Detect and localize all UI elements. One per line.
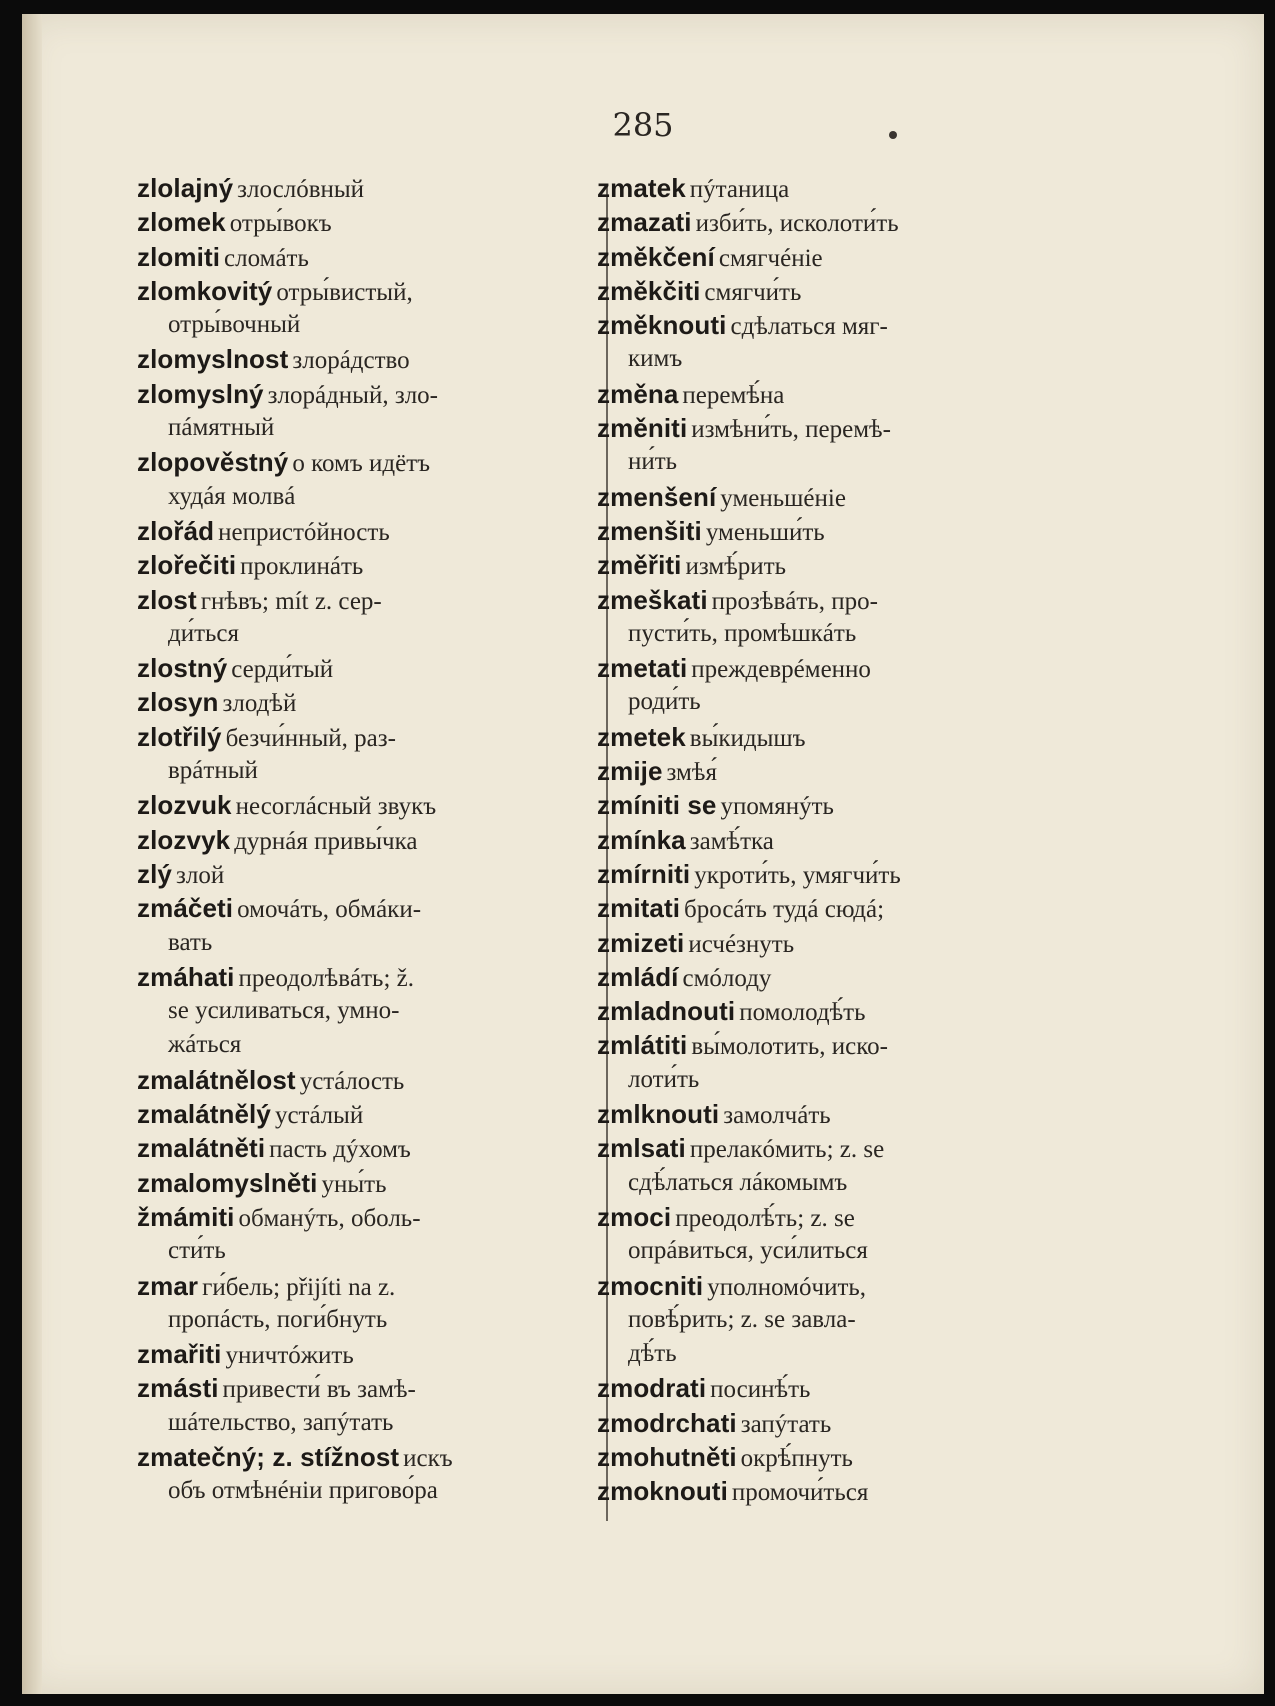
headword: zmalátnělý — [137, 1099, 271, 1130]
page-spine-edge — [22, 14, 42, 1694]
translation-text: серди́тый — [231, 656, 334, 684]
headword: zmitati — [597, 893, 681, 924]
headword: zmírniti — [597, 858, 691, 889]
entry-first-line — [137, 445, 567, 479]
entry-first-line — [137, 514, 567, 548]
dictionary-entry — [597, 1440, 1027, 1474]
translation-text: врáтный — [168, 757, 258, 785]
headword: zmásti — [137, 1373, 219, 1404]
entry-continuation-line — [597, 445, 1027, 479]
entry-first-line — [597, 514, 1027, 548]
dictionary-entry — [597, 411, 1027, 480]
entry-first-line — [137, 274, 567, 308]
entry-first-line — [597, 1131, 1027, 1165]
dictionary-entry — [597, 480, 1027, 514]
translation-text: кимъ — [628, 345, 683, 373]
headword: zlotřilý — [137, 721, 222, 752]
entry-first-line — [137, 342, 567, 376]
headword: zlozvyk — [137, 824, 231, 855]
headword: zlomkovitý — [137, 275, 273, 306]
dictionary-entry — [137, 685, 567, 719]
dictionary-entry — [137, 720, 567, 789]
entry-first-line — [597, 960, 1027, 994]
translation-text: промочи́ться — [731, 1479, 869, 1507]
headword: zmalátnělost — [137, 1064, 296, 1095]
entry-first-line — [597, 308, 1027, 342]
headword: zmetek — [597, 721, 686, 752]
translation-text: измѣ́рить — [685, 553, 787, 581]
entry-first-line — [597, 1097, 1027, 1131]
left-column — [137, 171, 567, 1509]
dictionary-entry — [597, 857, 1027, 891]
entry-first-line — [137, 548, 567, 582]
translation-text: устáлый — [274, 1102, 364, 1130]
headword: zmodrchati — [597, 1407, 737, 1438]
dictionary-entry — [137, 240, 567, 274]
entry-first-line — [137, 1131, 567, 1165]
dictionary-entry — [137, 857, 567, 891]
headword: žmámiti — [137, 1201, 235, 1232]
entry-first-line — [597, 994, 1027, 1028]
entry-first-line — [137, 685, 567, 719]
translation-text: омочáть, обмáки- — [237, 896, 422, 924]
translation-text: преодолѣ́ть; z. se — [675, 1204, 855, 1232]
translation-text: se усиливаться, умно- — [168, 997, 400, 1025]
dictionary-entry — [597, 1474, 1027, 1508]
dictionary-entry — [597, 171, 1027, 205]
translation-text: ни́ть — [628, 448, 678, 476]
translation-text: смягчи́ть — [704, 278, 802, 306]
entry-first-line — [137, 171, 567, 205]
entry-first-line — [137, 1166, 567, 1200]
entry-continuation-line — [597, 617, 1027, 651]
headword: zmazati — [597, 207, 692, 238]
translation-text: лоти́ть — [628, 1065, 700, 1093]
page-number: 285 — [612, 106, 674, 144]
entry-first-line — [597, 754, 1027, 788]
entry-first-line — [597, 411, 1027, 445]
entry-first-line — [597, 891, 1027, 925]
headword: zmatečný; z. stížnost — [137, 1441, 400, 1472]
headword: zlořečiti — [137, 550, 237, 581]
translation-text: дурнáя привы́чка — [234, 827, 418, 855]
entry-first-line — [137, 891, 567, 925]
translation-text: упомянýть — [720, 793, 834, 821]
headword: zlý — [137, 858, 172, 889]
headword: změřiti — [597, 550, 682, 581]
entry-first-line — [597, 205, 1027, 239]
entry-continuation-line — [597, 342, 1027, 376]
dictionary-entry — [137, 823, 567, 857]
translation-text: пýтаница — [689, 176, 790, 203]
dictionary-entry — [597, 823, 1027, 857]
headword: zmatek — [597, 173, 686, 203]
translation-text: сдѣлаться мяг- — [730, 313, 888, 341]
headword: zmenšení — [597, 481, 717, 512]
translation-text: отры́вистый, — [276, 278, 413, 306]
dictionary-entry — [597, 274, 1027, 308]
entry-first-line — [137, 1269, 567, 1303]
dictionary-entry — [597, 583, 1027, 652]
entry-first-line — [597, 1371, 1027, 1405]
dictionary-entry — [137, 445, 567, 514]
entry-continuation-line — [137, 1474, 567, 1508]
entry-first-line — [137, 1371, 567, 1405]
translation-text: безчи́нный, раз- — [225, 724, 396, 752]
headword: zmlsati — [597, 1133, 686, 1164]
entry-first-line — [597, 480, 1027, 514]
headword: zmařiti — [137, 1339, 222, 1370]
translation-text: пасть дýхомъ — [269, 1136, 411, 1164]
dictionary-entry — [597, 754, 1027, 788]
dictionary-entry — [137, 1337, 567, 1371]
translation-text: уполномóчить, — [707, 1273, 867, 1301]
translation-text: пропáсть, поги́бнуть — [168, 1305, 388, 1333]
headword: zlomek — [137, 207, 226, 238]
translation-text: измѣни́ть, перемѣ- — [691, 416, 891, 444]
headword: změniti — [597, 413, 688, 444]
dictionary-entry — [597, 1371, 1027, 1405]
dictionary-entry — [137, 788, 567, 822]
entry-first-line — [597, 720, 1027, 754]
translation-text: дѣ́ть — [628, 1340, 677, 1368]
translation-text: вы́молотить, иско- — [691, 1033, 888, 1061]
dictionary-entry — [137, 1269, 567, 1338]
entry-continuation-line — [137, 308, 567, 342]
translation-text: устáлость — [299, 1067, 405, 1095]
translation-text: несоглáсный звукъ — [235, 793, 437, 821]
dictionary-entry — [137, 960, 567, 1063]
dictionary-entry — [137, 514, 567, 548]
headword: zlost — [137, 584, 197, 615]
entry-first-line — [597, 548, 1027, 582]
entry-continuation-line — [137, 1028, 567, 1062]
entry-first-line — [137, 788, 567, 822]
translation-text: отры́вочный — [168, 311, 301, 339]
dictionary-entry — [597, 651, 1027, 720]
dictionary-entry — [597, 1406, 1027, 1440]
entry-continuation-line — [597, 1063, 1027, 1097]
translation-text: роди́ть — [628, 688, 701, 716]
translation-text: гнѣвъ; mít z. сер- — [200, 587, 382, 615]
headword: zmar — [137, 1270, 199, 1301]
dictionary-entry — [597, 548, 1027, 582]
headword: zlořád — [137, 515, 215, 546]
entry-first-line — [597, 583, 1027, 617]
entry-continuation-line — [597, 1234, 1027, 1268]
headword: zmalomyslněti — [137, 1167, 318, 1198]
entry-first-line — [137, 1200, 567, 1234]
entry-first-line — [597, 823, 1027, 857]
translation-text: бросáть тудá сюдá; — [684, 896, 885, 924]
headword: zmoci — [597, 1201, 672, 1232]
dictionary-entry — [597, 720, 1027, 754]
translation-text: змѣя́ — [666, 759, 717, 787]
translation-text: пусти́ть, промѣшкáть — [628, 619, 857, 647]
entry-first-line — [597, 1474, 1027, 1508]
dictionary-entry — [137, 651, 567, 685]
translation-text: жáться — [168, 1031, 242, 1059]
dictionary-entry — [597, 891, 1027, 925]
headword: zlostný — [137, 653, 228, 684]
entry-first-line — [137, 960, 567, 994]
dictionary-entry — [137, 1440, 567, 1509]
entry-continuation-line — [137, 1234, 567, 1268]
entry-first-line — [597, 1440, 1027, 1474]
translation-text: уменьши́ть — [705, 518, 825, 546]
headword: zmlátiti — [597, 1030, 688, 1061]
entry-continuation-line — [137, 994, 567, 1028]
translation-text: привести́ въ замѣ- — [222, 1376, 416, 1404]
headword: zmládí — [597, 961, 679, 992]
translation-text: худáя молвá — [168, 482, 296, 510]
dictionary-entry — [597, 1200, 1027, 1269]
translation-text: преодолѣвáть; ž. — [238, 964, 414, 992]
translation-text: перемѣ́на — [682, 381, 785, 409]
translation-text: вать — [168, 928, 213, 956]
dictionary-entry — [597, 240, 1027, 274]
translation-text: прелакóмить; z. se — [689, 1136, 885, 1164]
dictionary-entry — [597, 926, 1027, 960]
dictionary-entry — [597, 994, 1027, 1028]
dictionary-entry — [597, 960, 1027, 994]
entry-first-line — [137, 1337, 567, 1371]
print-dot-mark — [889, 131, 897, 139]
entry-first-line — [597, 857, 1027, 891]
dictionary-entry — [137, 377, 567, 446]
headword: zmalátněti — [137, 1133, 266, 1164]
headword: zmodrati — [597, 1373, 707, 1404]
translation-text: обманýть, оболь- — [238, 1204, 421, 1232]
translation-text: укроти́ть, умягчи́ть — [694, 861, 901, 889]
entry-first-line — [597, 240, 1027, 274]
translation-text: замѣ́тка — [689, 827, 774, 855]
entry-first-line — [597, 1200, 1027, 1234]
entry-continuation-line — [137, 754, 567, 788]
dictionary-entry — [137, 274, 567, 343]
headword: zmohutněti — [597, 1441, 737, 1472]
entry-first-line — [137, 651, 567, 685]
headword: změknouti — [597, 310, 727, 341]
headword: zlozvuk — [137, 790, 232, 821]
translation-text: сломáть — [224, 244, 309, 272]
translation-text: сти́ть — [168, 1237, 226, 1265]
entry-first-line — [597, 788, 1027, 822]
dictionary-entry — [137, 1200, 567, 1269]
translation-text: уменьшéніе — [720, 484, 846, 512]
translation-text: смóлоду — [682, 964, 772, 992]
headword: zmladnouti — [597, 996, 736, 1027]
entry-first-line — [137, 720, 567, 754]
translation-text: объ отмѣнéніи пригово́ра — [168, 1477, 438, 1505]
headword: zlosyn — [137, 687, 219, 718]
translation-text: о комъ идётъ — [292, 450, 431, 478]
entry-continuation-line — [597, 1303, 1027, 1337]
dictionary-entry — [597, 788, 1027, 822]
headword: zlomiti — [137, 241, 221, 272]
translation-text: запýтать — [740, 1410, 832, 1438]
entry-first-line — [597, 1406, 1027, 1440]
right-column — [597, 171, 1027, 1509]
dictionary-entry — [137, 548, 567, 582]
translation-text: злорáдный, зло- — [267, 381, 439, 409]
dictionary-entry — [137, 891, 567, 960]
entry-continuation-line — [137, 480, 567, 514]
entry-continuation-line — [597, 1337, 1027, 1371]
dictionary-entry — [597, 1097, 1027, 1131]
headword: změkčiti — [597, 275, 701, 306]
entry-first-line — [137, 1097, 567, 1131]
headword: zmenšiti — [597, 515, 702, 546]
translation-text: проклинáть — [240, 553, 364, 581]
translation-text: посинѣ́ть — [710, 1376, 811, 1404]
dictionary-entry — [597, 377, 1027, 411]
headword: zmáhati — [137, 961, 235, 992]
translation-text: шáтельство, запýтать — [168, 1408, 394, 1436]
headword: zlopověstný — [137, 447, 289, 478]
entry-first-line — [137, 1063, 567, 1097]
translation-text: злодѣй — [222, 690, 297, 718]
translation-text: отры́вокъ — [229, 210, 332, 238]
entry-first-line — [597, 171, 1027, 205]
headword: zmije — [597, 756, 663, 787]
translation-text: исчéзнуть — [688, 930, 795, 958]
entry-first-line — [597, 274, 1027, 308]
entry-first-line — [137, 857, 567, 891]
translation-text: замолчáть — [723, 1102, 831, 1130]
entry-first-line — [137, 205, 567, 239]
translation-text: сдѣ́латься лáкомымъ — [628, 1168, 848, 1196]
translation-text: преждеврéменно — [691, 656, 871, 684]
dictionary-entry — [137, 1166, 567, 1200]
entry-first-line — [597, 1028, 1027, 1062]
entry-first-line — [597, 651, 1027, 685]
translation-text: изби́ть, исколоти́ть — [695, 210, 899, 238]
entry-first-line — [137, 240, 567, 274]
dictionary-entry — [137, 205, 567, 239]
headword: zmlknouti — [597, 1099, 720, 1130]
dictionary-entry — [137, 1097, 567, 1131]
entry-continuation-line — [137, 926, 567, 960]
translation-text: ги́бель; přijíti na z. — [202, 1273, 396, 1301]
dictionary-entry — [597, 1131, 1027, 1200]
translation-text: злой — [175, 861, 225, 889]
entry-continuation-line — [137, 411, 567, 445]
translation-text: прозѣвáть, про- — [711, 587, 878, 615]
entry-continuation-line — [137, 1303, 567, 1337]
entry-first-line — [137, 377, 567, 411]
headword: změkčení — [597, 241, 715, 272]
entry-first-line — [597, 1269, 1027, 1303]
headword: zmizeti — [597, 927, 685, 958]
headword: zmíniti se — [597, 790, 717, 821]
entry-continuation-line — [137, 1406, 567, 1440]
headword: zlolajný — [137, 173, 234, 203]
dictionary-entry — [597, 205, 1027, 239]
entry-continuation-line — [597, 1166, 1027, 1200]
dictionary-entry — [137, 1371, 567, 1440]
entry-first-line — [137, 823, 567, 857]
dictionary-entry — [137, 1131, 567, 1165]
translation-text: злорáдство — [292, 347, 410, 375]
entry-first-line — [137, 583, 567, 617]
entry-first-line — [597, 926, 1027, 960]
dictionary-entry — [137, 171, 567, 205]
headword: zmetati — [597, 653, 688, 684]
translation-text: искъ — [403, 1444, 453, 1472]
entry-first-line — [597, 377, 1027, 411]
entry-continuation-line — [597, 685, 1027, 719]
headword: zmoknouti — [597, 1476, 728, 1507]
translation-text: злослóвный — [237, 176, 365, 203]
dictionary-entry — [137, 342, 567, 376]
dictionary-entry — [597, 1269, 1027, 1372]
translation-text: пáмятный — [168, 414, 275, 442]
dictionary-entry — [597, 308, 1027, 377]
entry-continuation-line — [137, 617, 567, 651]
headword: zmáčeti — [137, 893, 234, 924]
translation-text: помолодѣ́ть — [739, 999, 866, 1027]
entry-first-line — [137, 1440, 567, 1474]
headword: zmeškati — [597, 584, 708, 615]
translation-text: ди́ться — [168, 619, 240, 647]
translation-text: непристóйность — [218, 518, 390, 546]
headword: změna — [597, 378, 679, 409]
translation-text: уничтóжить — [225, 1342, 354, 1370]
dictionary-entry — [137, 583, 567, 652]
translation-text: вы́кидышъ — [689, 724, 806, 752]
headword: zmocniti — [597, 1270, 704, 1301]
dictionary-entry — [137, 1063, 567, 1097]
translation-text: опрáвиться, уси́литься — [628, 1237, 868, 1265]
dictionary-entry — [597, 1028, 1027, 1097]
headword: zlomyslný — [137, 378, 264, 409]
translation-text: окрѣ́пнуть — [740, 1444, 853, 1472]
dictionary-entry — [597, 514, 1027, 548]
translation-text: смягчéніе — [718, 244, 823, 272]
translation-text: повѣ́рить; z. se завла- — [628, 1305, 856, 1333]
headword: zlomyslnost — [137, 344, 289, 375]
translation-text: уны́ть — [321, 1170, 387, 1198]
headword: zmínka — [597, 824, 686, 855]
